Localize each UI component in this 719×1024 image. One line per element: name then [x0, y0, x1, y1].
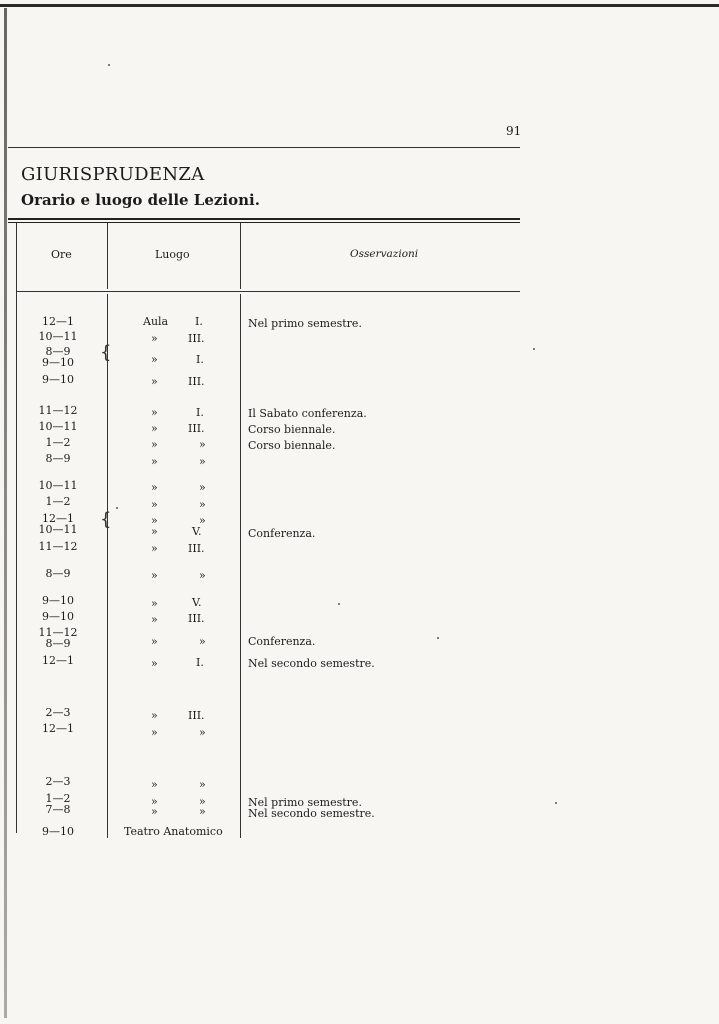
ore-cell: 10—11: [38, 523, 78, 536]
subtitle: Orario e luogo delle Lezioni.: [21, 191, 260, 209]
luogo-room-cell: »: [199, 514, 206, 527]
scan-speck: [437, 637, 439, 639]
luogo-cell: »: [151, 635, 158, 648]
luogo-cell: »: [151, 597, 158, 610]
note-cell: Corso biennale.: [248, 439, 336, 452]
luogo-cell: »: [151, 455, 158, 468]
ore-cell: 12—1: [42, 654, 74, 667]
table-top-rule-thin: [8, 222, 520, 223]
ore-cell: 9—10: [42, 373, 74, 386]
column-divider-ore-body: [107, 294, 108, 838]
luogo-cell: »: [151, 726, 158, 739]
column-header-luogo: Luogo: [155, 248, 190, 261]
scan-speck: [555, 802, 557, 804]
note-cell: Conferenza.: [248, 635, 316, 648]
luogo-room-cell: I.: [196, 406, 204, 419]
luogo-room-cell: »: [199, 481, 206, 494]
column-divider-luogo-body: [240, 294, 241, 838]
luogo-cell: »: [151, 795, 158, 808]
luogo-room-cell: V.: [192, 525, 202, 538]
luogo-cell: »: [151, 657, 158, 670]
ore-cell: 8—9: [45, 452, 71, 465]
luogo-room-cell: I.: [196, 656, 204, 669]
page-number: 91: [506, 124, 522, 138]
brace-icon: {: [100, 342, 112, 363]
scan-speck: [116, 507, 118, 509]
brace-icon: {: [100, 509, 112, 530]
column-divider-ore: [107, 223, 108, 289]
luogo-room-cell: »: [199, 726, 206, 739]
column-header-osservazioni: Osservazioni: [350, 248, 419, 260]
luogo-room-cell: »: [199, 569, 206, 582]
luogo-room-cell: »: [199, 795, 206, 808]
luogo-cell: Aula: [143, 315, 169, 328]
scan-speck: [533, 348, 535, 350]
luogo-room-cell: III.: [188, 422, 205, 435]
luogo-cell: »: [151, 498, 158, 511]
luogo-cell: »: [151, 613, 158, 626]
ore-cell: 1—2: [45, 792, 71, 805]
ore-cell: 11—12: [38, 626, 78, 639]
luogo-room-cell: »: [199, 635, 206, 648]
luogo-cell: »: [151, 353, 158, 366]
luogo-room-cell: I.: [195, 315, 203, 328]
luogo-cell: »: [151, 422, 158, 435]
luogo-cell: »: [151, 406, 158, 419]
luogo-cell: »: [151, 375, 158, 388]
ore-cell: 10—11: [38, 420, 78, 433]
luogo-cell: Teatro Anatomico: [124, 825, 223, 838]
ore-cell: 9—10: [42, 356, 74, 369]
ore-cell: 9—10: [42, 825, 74, 838]
ore-cell: 8—9: [45, 567, 71, 580]
ore-cell: 10—11: [38, 479, 78, 492]
ore-cell: 2—3: [45, 775, 71, 788]
note-cell: Corso biennale.: [248, 423, 336, 436]
luogo-cell: »: [151, 438, 158, 451]
note-cell: Nel primo semestre.: [248, 317, 362, 330]
luogo-room-cell: III.: [188, 375, 205, 388]
ore-cell: 1—2: [45, 436, 71, 449]
column-header-ore: Ore: [51, 248, 72, 261]
ore-cell: 9—10: [42, 594, 74, 607]
luogo-cell: »: [151, 805, 158, 818]
luogo-cell: »: [151, 481, 158, 494]
luogo-cell: »: [151, 709, 158, 722]
table-left-rule: [16, 223, 17, 833]
luogo-room-cell: »: [199, 455, 206, 468]
luogo-room-cell: III.: [188, 709, 205, 722]
ore-cell: 11—12: [38, 540, 78, 553]
section-title: GIURISPRUDENZA: [21, 164, 205, 185]
luogo-room-cell: »: [199, 805, 206, 818]
luogo-room-cell: »: [199, 498, 206, 511]
note-cell: Conferenza.: [248, 527, 316, 540]
luogo-cell: »: [151, 542, 158, 555]
ore-cell: 12—1: [42, 512, 74, 525]
luogo-room-cell: III.: [188, 612, 205, 625]
note-cell: Il Sabato conferenza.: [248, 407, 367, 420]
luogo-cell: »: [151, 332, 158, 345]
luogo-room-cell: »: [199, 438, 206, 451]
ore-cell: 1—2: [45, 495, 71, 508]
ore-cell: 12—1: [42, 722, 74, 735]
luogo-cell: »: [151, 569, 158, 582]
ore-cell: 8—9: [45, 637, 71, 650]
luogo-room-cell: »: [199, 778, 206, 791]
ore-cell: 8—9: [45, 345, 71, 358]
note-cell: Nel secondo semestre.: [248, 657, 375, 670]
ore-cell: 12—1: [42, 315, 74, 328]
luogo-room-cell: I.: [196, 353, 204, 366]
scan-speck: [338, 603, 340, 605]
luogo-cell: »: [151, 778, 158, 791]
page-binding-edge: [4, 8, 7, 1018]
ore-cell: 10—11: [38, 330, 78, 343]
ore-cell: 2—3: [45, 706, 71, 719]
luogo-room-cell: III.: [188, 542, 205, 555]
ore-cell: 7—8: [45, 803, 71, 816]
note-cell: Nel primo semestre.: [248, 796, 362, 809]
luogo-cell: »: [151, 514, 158, 527]
ore-cell: 9—10: [42, 610, 74, 623]
luogo-cell: »: [151, 525, 158, 538]
note-cell: Nel secondo semestre.: [248, 807, 375, 820]
luogo-room-cell: III.: [188, 332, 205, 345]
header-rule: [8, 147, 520, 148]
table-header-rule: [16, 291, 520, 292]
scan-speck: [108, 64, 110, 66]
ore-cell: 11—12: [38, 404, 78, 417]
table-top-rule: [8, 218, 520, 220]
top-edge-rule: [0, 4, 719, 7]
luogo-room-cell: V.: [192, 596, 202, 609]
column-divider-luogo: [240, 223, 241, 289]
